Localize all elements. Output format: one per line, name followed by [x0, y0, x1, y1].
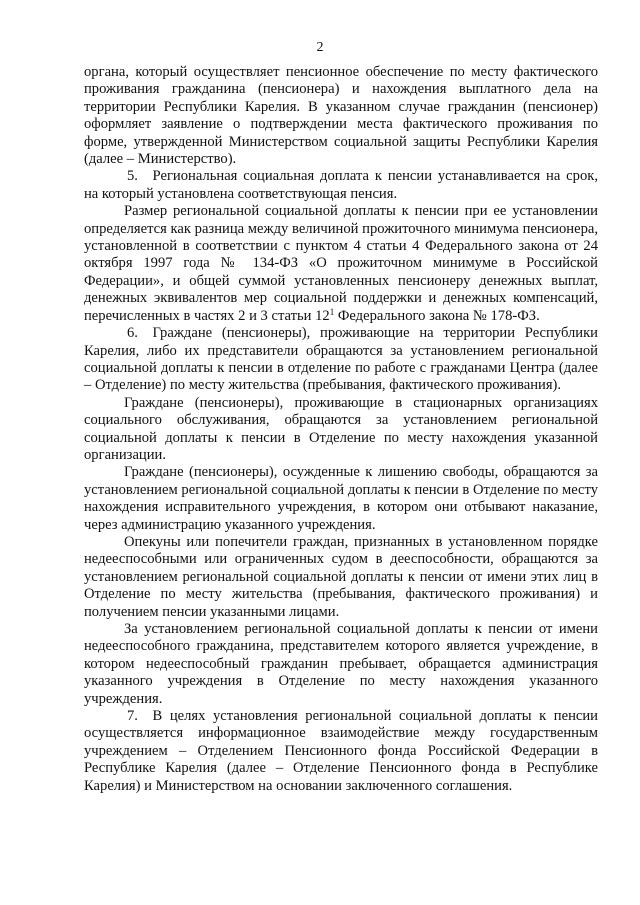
footnote-superscript: 1	[329, 306, 335, 317]
paragraph-calculation-text: Размер региональной социальной доплаты к пенсии при ее установлении определяется как разница между величиной прожиточного минимума пенсионера, установленной в соответствии с пунктом 4 статьи 4 Федерального закона от 24 октября 1997 года № 134-ФЗ «О прожиточном минимуме в Российской Федерации», и общей суммой установленных пенсионеру денежных выплат, денежных эквивалентов мер социальной поддержки и денежных компенсаций, перечисленных в частях 2 и 3 статьи 12	[84, 203, 598, 324]
paragraph-guardians: Опекуны или попечители граждан, признанных в установленном порядке недееспособными или ограниченных судом в дееспособности, обращаются за установлением региональной социальной доплаты к пенсии от имени этих лиц в Отделение по месту жительства (пребывания, фактического проживания) и получением пенсии указанными лицами.	[84, 533, 598, 620]
document-body	[84, 64, 598, 795]
paragraph-incapable: За установлением региональной социальной доплаты к пенсии от имени недееспособного гражданина, представителем которого является учреждение, в котором недееспособный гражданин пребывает, обращается администрация указанного учреждения в Отделение по месту нахождения указанного учреждения.	[84, 621, 598, 707]
paragraph-item-6: 6. Граждане (пенсионеры), проживающие на территории Республики Карелия, либо их представители обращаются за установлением региональной социальной доплаты к пенсии в отделение по работе с гражданами Центра (далее – Отделение) по месту жительства (пребывания, фактического проживания).	[84, 325, 598, 394]
paragraph-calculation	[84, 203, 598, 325]
paragraph-item-7: 7. В целях установления региональной социальной доплаты к пенсии осуществляется информационное взаимодействие между государственным учреждением – Отделением Пенсионного фонда Российской Федерации в Республике Карелия (далее – Отделение Пенсионного фонда в Республике Карелия) и Министерством на основании заключенного соглашения.	[84, 708, 598, 794]
page-number: 2	[316, 40, 324, 55]
paragraph-continuation: органа, который осуществляет пенсионное обеспечение по месту фактического проживания гражданина (пенсионера) и нахождения выплатного дела на территории Республики Карелия. В указанном случае гражданин (пенсионер) оформляет заявление о подтверждении места фактического проживания по форме, утвержденной Министерством социальной защиты Республики Карелия (далее – Министерство).	[84, 64, 598, 168]
paragraph-stationary: Граждане (пенсионеры), проживающие в стационарных организациях социального обслуживания, обращаются за установлением региональной социальной доплаты к пенсии в Отделение по месту нахождения указанной организации.	[84, 394, 598, 463]
paragraph-calculation-tail: Федерального закона № 178-ФЗ.	[334, 307, 540, 324]
paragraph-convicted: Граждане (пенсионеры), осужденные к лишению свободы, обращаются за установлением региональной социальной доплаты к пенсии в Отделение по месту нахождения исправительного учреждения, в котором они отбывают наказание, через администрацию указанного учреждения.	[84, 464, 598, 533]
paragraph-item-5: 5. Региональная социальная доплата к пенсии устанавливается на срок, на который установлена соответствующая пенсия.	[84, 168, 598, 202]
